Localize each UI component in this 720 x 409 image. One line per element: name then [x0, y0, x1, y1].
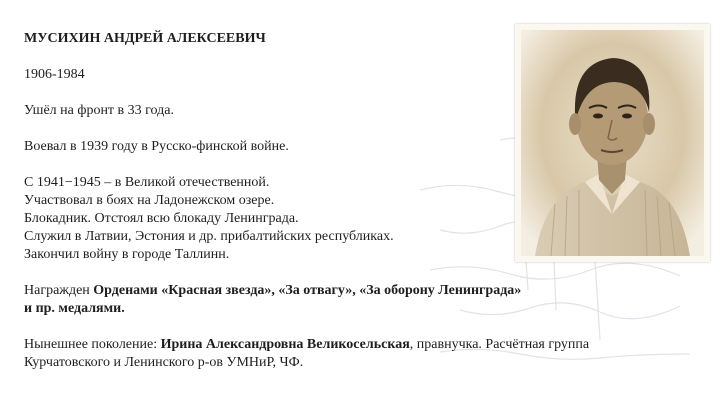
descendant-prefix: Нынешнее поколение:	[24, 337, 161, 352]
ww2-line: Участвовал в боях на Ладонежском озере.	[24, 193, 275, 208]
descendant-name: Ирина Александровна Великосельская	[160, 337, 410, 352]
person-name: МУСИХИН АНДРЕЙ АЛЕКСЕЕВИЧ	[24, 31, 266, 46]
awards-prefix: Награжден	[24, 283, 94, 298]
ww2-line: Служил в Латвии, Эстония и др. прибалтийских республиках.	[24, 229, 394, 244]
ww2-line: С 1941−1945 – в Великой отечественной.	[24, 175, 270, 190]
awards-text	[24, 282, 714, 300]
life-years: 1906-1984	[24, 67, 85, 82]
portrait-photo	[515, 24, 710, 262]
awards-orders: Орденами «Красная звезда», «За отвагу», «За оборону Ленинграда»	[93, 283, 522, 298]
ww2-line: Блокадник. Отстоял всю блокаду Ленинграда.	[24, 211, 299, 226]
awards-medals: и пр. медалями.	[24, 301, 125, 316]
descendant-text-2: Курчатовского и Ленинского р-ов УМНиР, ЧФ.	[24, 355, 304, 370]
ww2-line: Закончил войну в городе Таллинн.	[24, 247, 230, 262]
awards-text-2	[24, 300, 714, 318]
front-line: Ушёл на фронт в 33 года.	[24, 103, 174, 118]
descendant-rest: , правнучка. Расчётная группа	[409, 337, 590, 352]
descendant-text	[24, 336, 714, 354]
finnish-war-line: Воевал в 1939 году в Русско-финской войне.	[24, 139, 289, 154]
